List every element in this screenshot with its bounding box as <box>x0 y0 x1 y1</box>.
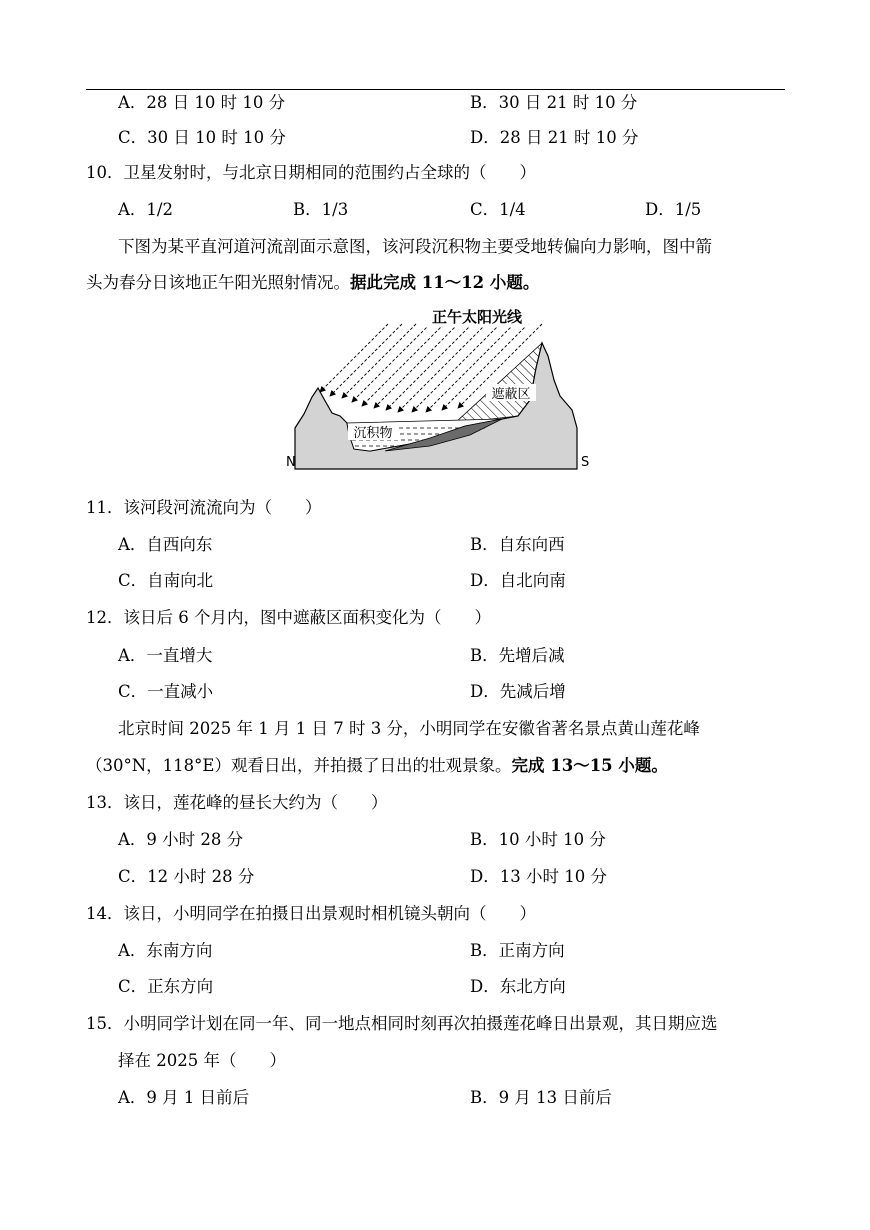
question-number: 15． <box>86 1014 124 1033</box>
q10-option-c[interactable] <box>470 199 526 221</box>
q11-option-c[interactable] <box>118 570 213 592</box>
option-letter: A． <box>118 941 147 960</box>
q12-option-a[interactable] <box>118 645 212 667</box>
option-text: 自南向北 <box>147 571 214 590</box>
option-letter: A． <box>118 93 147 112</box>
q9-option-d[interactable] <box>470 127 638 149</box>
q14-option-b[interactable] <box>470 940 565 962</box>
option-letter: D． <box>470 571 500 590</box>
option-text: 28 日 21 时 10 分 <box>499 128 639 147</box>
option-text: 正南方向 <box>498 941 565 960</box>
option-text: 自东向西 <box>498 535 565 554</box>
intro-text: 头为春分日该地正午阳光照射情况。 <box>86 273 350 292</box>
option-letter: A． <box>118 1088 147 1107</box>
option-letter: A． <box>118 646 147 665</box>
option-letter: A． <box>118 535 147 554</box>
option-text: 先增后减 <box>498 646 565 665</box>
q14-option-d[interactable] <box>470 976 566 998</box>
option-letter: B． <box>470 941 499 960</box>
question-text: 该日，小明同学在拍摄日出景观时相机镜头朝向（ ） <box>123 904 536 923</box>
option-text: 1/2 <box>146 200 173 219</box>
q9-option-a[interactable] <box>118 92 285 114</box>
option-text: 1/3 <box>321 200 349 219</box>
question-text: 小明同学计划在同一年、同一地点相同时刻再次拍摄莲花峰日出景观，其日期应选 <box>123 1014 718 1033</box>
question-number: 10． <box>86 163 124 182</box>
q10-stem <box>86 162 536 184</box>
option-text: 自北向南 <box>499 571 566 590</box>
shade-zone-label: 遮蔽区 <box>491 387 531 402</box>
option-letter: C． <box>118 867 148 886</box>
q12-stem <box>86 607 491 629</box>
q13-option-b[interactable] <box>470 829 606 851</box>
q11-option-a[interactable] <box>118 534 212 556</box>
q15-stem <box>86 1013 718 1035</box>
option-text: 30 日 21 时 10 分 <box>498 93 638 112</box>
option-letter: B． <box>470 830 499 849</box>
intro-instruction: 完成 13～15 小题。 <box>511 756 668 775</box>
question-text: 该日后 6 个月内，图中遮蔽区面积变化为（ ） <box>123 608 491 627</box>
q10-option-d[interactable] <box>645 199 701 221</box>
option-letter: D． <box>470 682 500 701</box>
option-text: 一直增大 <box>146 646 213 665</box>
q15-stem-line2: 择在 2025 年（ ） <box>118 1051 286 1070</box>
intro-instruction: 据此完成 11～12 小题。 <box>350 273 540 292</box>
sun-rays-label: 正午太阳光线 <box>431 308 523 326</box>
option-letter: D． <box>470 867 500 886</box>
question-number: 11． <box>86 498 124 517</box>
option-text: 9 月 1 日前后 <box>146 1088 250 1107</box>
question-number: 14． <box>86 904 124 923</box>
q13-option-c[interactable] <box>118 866 254 888</box>
q10-option-b[interactable] <box>293 199 348 221</box>
option-text: 30 日 10 时 10 分 <box>147 128 286 147</box>
option-letter: C． <box>118 682 148 701</box>
option-text: 东北方向 <box>499 977 566 996</box>
option-text: 9 小时 28 分 <box>146 830 244 849</box>
q11-option-b[interactable] <box>470 534 565 556</box>
north-label: N <box>286 455 296 470</box>
q13-option-a[interactable] <box>118 829 243 851</box>
option-text: 一直减小 <box>147 682 214 701</box>
q14-stem <box>86 903 536 925</box>
option-text: 1/4 <box>499 200 526 219</box>
option-letter: C． <box>118 977 148 996</box>
option-letter: B． <box>293 200 322 219</box>
q12-option-c[interactable] <box>118 681 213 703</box>
option-text: 10 小时 10 分 <box>498 830 606 849</box>
option-letter: C． <box>118 128 148 147</box>
option-letter: B． <box>470 535 499 554</box>
intro-11-12-line2 <box>86 272 539 294</box>
question-text: 该日，莲花峰的昼长大约为（ ） <box>123 793 388 812</box>
option-text: 12 小时 28 分 <box>147 867 255 886</box>
q12-option-b[interactable] <box>470 645 565 667</box>
option-letter: B． <box>470 1088 499 1107</box>
option-text: 13 小时 10 分 <box>499 867 607 886</box>
q12-option-d[interactable] <box>470 681 566 703</box>
option-text: 正东方向 <box>147 977 214 996</box>
option-letter: D． <box>470 128 500 147</box>
option-text: 9 月 13 日前后 <box>498 1088 612 1107</box>
q13-stem <box>86 792 388 814</box>
sediment-label: 沉积物 <box>353 426 393 441</box>
option-letter: A． <box>118 200 147 219</box>
q13-option-d[interactable] <box>470 866 607 888</box>
option-letter: B． <box>470 646 499 665</box>
option-text: 28 日 10 时 10 分 <box>146 93 286 112</box>
option-letter: D． <box>470 977 500 996</box>
question-number: 12． <box>86 608 124 627</box>
option-letter: A． <box>118 830 147 849</box>
south-label: S <box>581 455 590 470</box>
option-text: 东南方向 <box>146 941 213 960</box>
option-letter: B． <box>470 93 499 112</box>
q14-option-a[interactable] <box>118 940 212 962</box>
river-cross-section-figure <box>280 302 610 482</box>
option-letter: C． <box>470 200 500 219</box>
question-text: 该河段河流流向为（ ） <box>123 498 322 517</box>
intro-11-12-line1: 下图为某平直河道河流剖面示意图，该河段沉积物主要受地转偏向力影响，图中箭 <box>118 237 712 256</box>
q11-stem <box>86 497 322 519</box>
q15-option-b[interactable] <box>470 1087 612 1109</box>
option-text: 1/5 <box>674 200 702 219</box>
intro-13-15-line1: 北京时间 2025 年 1 月 1 日 7 时 3 分，小明同学在安徽省著名景点黄山莲花峰 <box>118 719 700 738</box>
intro-13-15-line2 <box>86 755 668 777</box>
option-text: 先减后增 <box>499 682 566 701</box>
q11-option-d[interactable] <box>470 570 566 592</box>
q10-option-a[interactable] <box>118 199 173 221</box>
question-number: 13． <box>86 793 124 812</box>
option-letter: D． <box>645 200 675 219</box>
q14-option-c[interactable] <box>118 976 213 998</box>
q15-option-a[interactable] <box>118 1087 249 1109</box>
intro-text: （30°N，118°E）观看日出，并拍摄了日出的壮观景象。 <box>86 756 512 775</box>
option-text: 自西向东 <box>146 535 213 554</box>
question-text: 卫星发射时，与北京日期相同的范围约占全球的（ ） <box>123 163 536 182</box>
option-letter: C． <box>118 571 148 590</box>
q9-option-b[interactable] <box>470 92 637 114</box>
q9-option-c[interactable] <box>118 127 286 149</box>
header-rule <box>86 89 785 90</box>
